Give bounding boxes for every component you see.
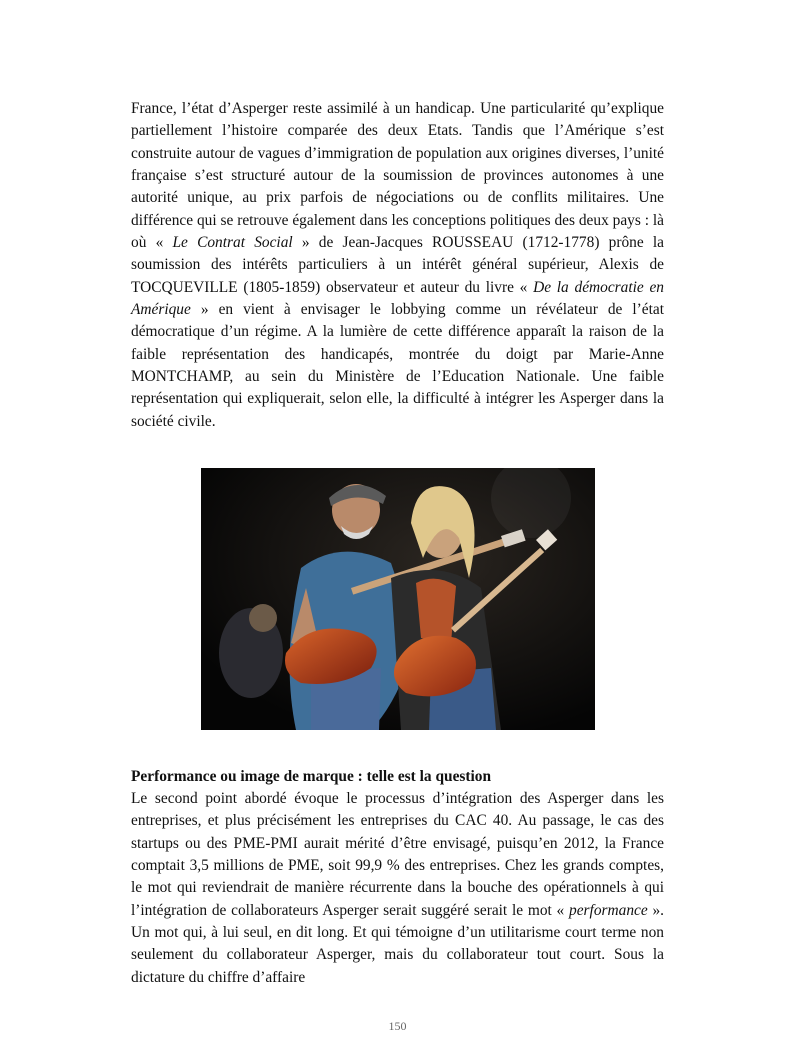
guitarists-illustration [201, 468, 595, 730]
section-performance [131, 766, 664, 989]
book-title-democratie: De la démocratie en Amérique [131, 278, 664, 319]
paragraph-text-5: ». Un mot qui, à lui seul, en dit long. Et qui témoigne d’un utilitarisme court terme non seulement du collaborateur Asperger, mais du collaborateur tout court. Sous la dictature du chiffre d’affaire [131, 901, 665, 986]
paragraph-asperger-history [131, 98, 664, 433]
intro-paragraph-block [131, 98, 664, 433]
section-heading: Performance ou image de marque : telle est la question [131, 768, 492, 785]
paragraph-text-4: Le second point abordé évoque le processus d’intégration des Asperger dans les entreprises, et plus précisément les entreprises du CAC 40. Au passage, le cas des startups ou des PME-PMI aurait mérité d’être envisagé, puisqu’en 2012, la France comptait 3,5 millions de PME, soit 99,9 % des entreprises. Chez les grands comptes, le mot qui reviendrait de manière récurrente dans la bouche des opérationnels à qui l’intégration de collaborateurs Asperger serait suggéré serait le mot « [131, 790, 664, 919]
paragraph-text-1: France, l’état d’Asperger reste assimilé à un handicap. Une particularité qu’explique partiellement l’histoire comparée des deux Etats. Tandis que l’Amérique s’est construite autour de vagues d’immigration de population aux origines diverses, l’unité française s’est structuré autour de la soumission de provinces autonomes à une autorité unique, au prix parfois de négociations ou de conflits militaires. Une différence qui se retrouve également dans les conceptions politiques des deux pays : là où « [131, 100, 664, 252]
paragraph-text-3: » en vient à envisager le lobbying comme un révélateur de l’état démocratique d’un régime. A la lumière de cette différence apparaît la raison de la faible représentation des handicapés, montrée du doigt par Marie-Anne MONTCHAMP, au sein du Ministère de l’Education Nationale. Une faible représentation qui expliquerait, selon elle, la difficulté à intégrer les Asperger dans la société civile. [131, 301, 664, 430]
paragraph-text-2: » de Jean-Jacques ROUSSEAU (1712-1778) prône la soumission des intérêts particuliers à un intérêt général supérieur, Alexis de TOCQUEVILLE (1805-1859) observateur et auteur du livre « [131, 234, 664, 296]
paragraph-cac40 [131, 788, 664, 989]
page-number: 150 [388, 1019, 407, 1033]
book-title-contrat-social: Le Contrat Social [172, 234, 293, 252]
word-performance: performance [569, 901, 648, 919]
concert-photo [201, 468, 595, 730]
